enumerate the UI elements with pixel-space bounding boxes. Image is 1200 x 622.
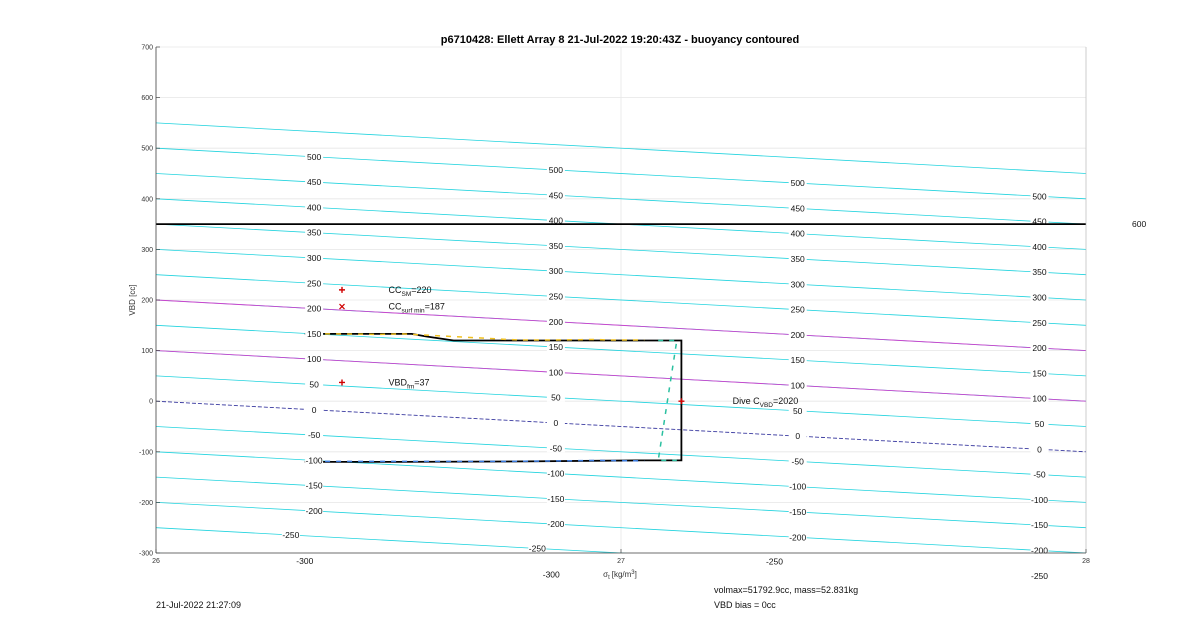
footer-volmax: volmax=51792.9cc, mass=52.831kg <box>714 585 859 595</box>
annotation-label <box>389 285 432 298</box>
contour-label: 100 <box>307 354 322 365</box>
annotation-subscript: surf min <box>401 307 425 315</box>
contour-label: -100 <box>789 481 807 492</box>
y-tick-label: 500 <box>141 145 153 153</box>
contour-label: 350 <box>307 227 322 238</box>
y-tick-label: 400 <box>141 196 153 204</box>
contour-label: 300 <box>548 266 563 277</box>
y-tick-label: -200 <box>138 499 153 507</box>
contour-label: 500 <box>1032 191 1047 202</box>
y-tick-label: -100 <box>138 449 153 457</box>
contour-label: 200 <box>307 303 322 314</box>
annotation-main: CC <box>388 284 402 295</box>
contour-label: 50 <box>551 392 561 403</box>
contour-label: 500 <box>307 151 322 162</box>
contour-label: 250 <box>1032 317 1047 328</box>
contour-label: -50 <box>307 430 321 441</box>
contour-label: 50 <box>792 405 803 416</box>
contour-label: 450 <box>548 190 563 201</box>
annotation-subscript: fm <box>407 383 415 391</box>
annotation-main: VBD <box>388 377 408 388</box>
contour-label: 0 <box>795 431 801 442</box>
contour-label: 450 <box>1032 216 1047 227</box>
contour-label: -200 <box>305 506 323 517</box>
contour-label: 500 <box>790 178 805 189</box>
annotation-main: Dive C <box>732 396 760 407</box>
chart-title: p6710428: Ellett Array 8 21-Jul-2022 19:20:43Z - buoyancy contoured <box>440 34 800 46</box>
contour-label: -150 <box>547 493 565 504</box>
contour-label: 50 <box>309 379 319 390</box>
x-axis-label <box>603 570 637 581</box>
annotation-value: =2020 <box>772 396 799 407</box>
contour-label: 350 <box>548 240 563 251</box>
contour-label: 400 <box>307 202 322 213</box>
x-axis-label-units-sup: 3 <box>631 570 635 576</box>
footer-timestamp: 21-Jul-2022 21:27:09 <box>156 600 242 610</box>
contour-label: 300 <box>1032 292 1047 303</box>
axes-layer <box>139 45 1146 566</box>
contour-label: 400 <box>790 228 805 239</box>
x-axis-label-units: [kg/m <box>611 570 632 579</box>
contour-label: 50 <box>1034 418 1045 429</box>
series-line <box>658 341 677 461</box>
annotation-subscript: SM <box>401 290 412 298</box>
x-axis-label-units-end: ] <box>634 570 637 579</box>
contour-label: -300 <box>296 556 314 567</box>
contour-label: -100 <box>305 455 323 466</box>
contour-label: -300 <box>542 569 560 580</box>
y-tick-label: 600 <box>141 95 153 103</box>
annotation-value: =37 <box>414 377 430 388</box>
contour-label: 150 <box>307 328 322 339</box>
annotation-value: =187 <box>424 301 445 312</box>
contour-label: -50 <box>1033 469 1046 480</box>
contour-label: 250 <box>790 304 805 315</box>
annotation-layer <box>389 285 799 409</box>
series-line <box>305 334 682 462</box>
marker-plus <box>678 398 684 404</box>
contour-label: -250 <box>528 543 546 554</box>
contour-label: -250 <box>282 530 300 541</box>
contour-label: 350 <box>1032 267 1047 278</box>
contour-label: -200 <box>1030 545 1049 556</box>
annotation-label <box>389 302 445 315</box>
contour-label: 100 <box>548 367 563 378</box>
y-tick-label: 700 <box>141 44 153 52</box>
contour-label: 400 <box>1032 241 1047 252</box>
contour-label: -50 <box>549 443 563 454</box>
x-tick-label: 27 <box>617 558 625 565</box>
x-axis-label-subscript: t <box>608 575 610 581</box>
contour-label: -100 <box>547 468 565 479</box>
annotation-label <box>733 396 799 409</box>
contour-label: 500 <box>548 164 563 175</box>
contour-label: 300 <box>790 279 805 290</box>
contour-label: 250 <box>548 291 563 302</box>
contour-line <box>156 578 1086 622</box>
contour-label: -150 <box>305 480 323 491</box>
contour-label: 200 <box>790 329 805 340</box>
x-axis-label-symbol: σ <box>603 570 609 579</box>
contour-label: -150 <box>789 507 807 518</box>
contour-label: -250 <box>765 556 783 567</box>
contour-label: -200 <box>789 532 807 543</box>
contour-label: 200 <box>1032 343 1047 354</box>
x-tick-label: 26 <box>152 558 160 565</box>
y-tick-label: 0 <box>149 398 153 406</box>
contour-label: 150 <box>1032 368 1047 379</box>
series-layer <box>305 334 682 462</box>
y-tick-label: -300 <box>138 550 153 558</box>
contour-label: -100 <box>1030 494 1049 505</box>
contour-label: -200 <box>547 519 565 530</box>
y-tick-label: 100 <box>141 348 153 356</box>
annotation-value: =220 <box>411 284 432 295</box>
y-axis-label: VBD [cc] <box>128 284 137 316</box>
footer-vbd-bias: VBD bias = 0cc <box>714 600 776 610</box>
contour-label: 100 <box>790 380 805 391</box>
y-tick-label: 300 <box>141 246 153 254</box>
contour-label: 0 <box>553 417 559 428</box>
contour-label: 250 <box>307 278 322 289</box>
contour-label: 0 <box>1037 444 1042 455</box>
contour-label: 450 <box>790 203 805 214</box>
y-tick-label: 200 <box>141 297 153 305</box>
marker-plus <box>339 379 345 385</box>
horizontal-line-label: 600 <box>1132 219 1147 230</box>
contour-label: 150 <box>548 342 563 353</box>
contour-label: 400 <box>548 215 563 226</box>
contour-label: 300 <box>307 253 322 264</box>
contour-label: 200 <box>548 316 563 327</box>
contour-label: 350 <box>790 254 805 265</box>
contour-label: 0 <box>311 404 317 415</box>
contour-label: -250 <box>1030 570 1049 581</box>
x-tick-label: 28 <box>1082 558 1090 565</box>
marker-plus <box>339 287 345 293</box>
marker-cross <box>340 304 345 309</box>
annotation-subscript: VBD <box>759 402 773 410</box>
contour-label: -50 <box>791 456 804 467</box>
contour-label: 450 <box>307 177 322 188</box>
contour-label: 150 <box>790 355 805 366</box>
annotation-main: CC <box>388 301 402 312</box>
contour-label: -150 <box>1030 520 1049 531</box>
contour-label: 100 <box>1032 393 1047 404</box>
